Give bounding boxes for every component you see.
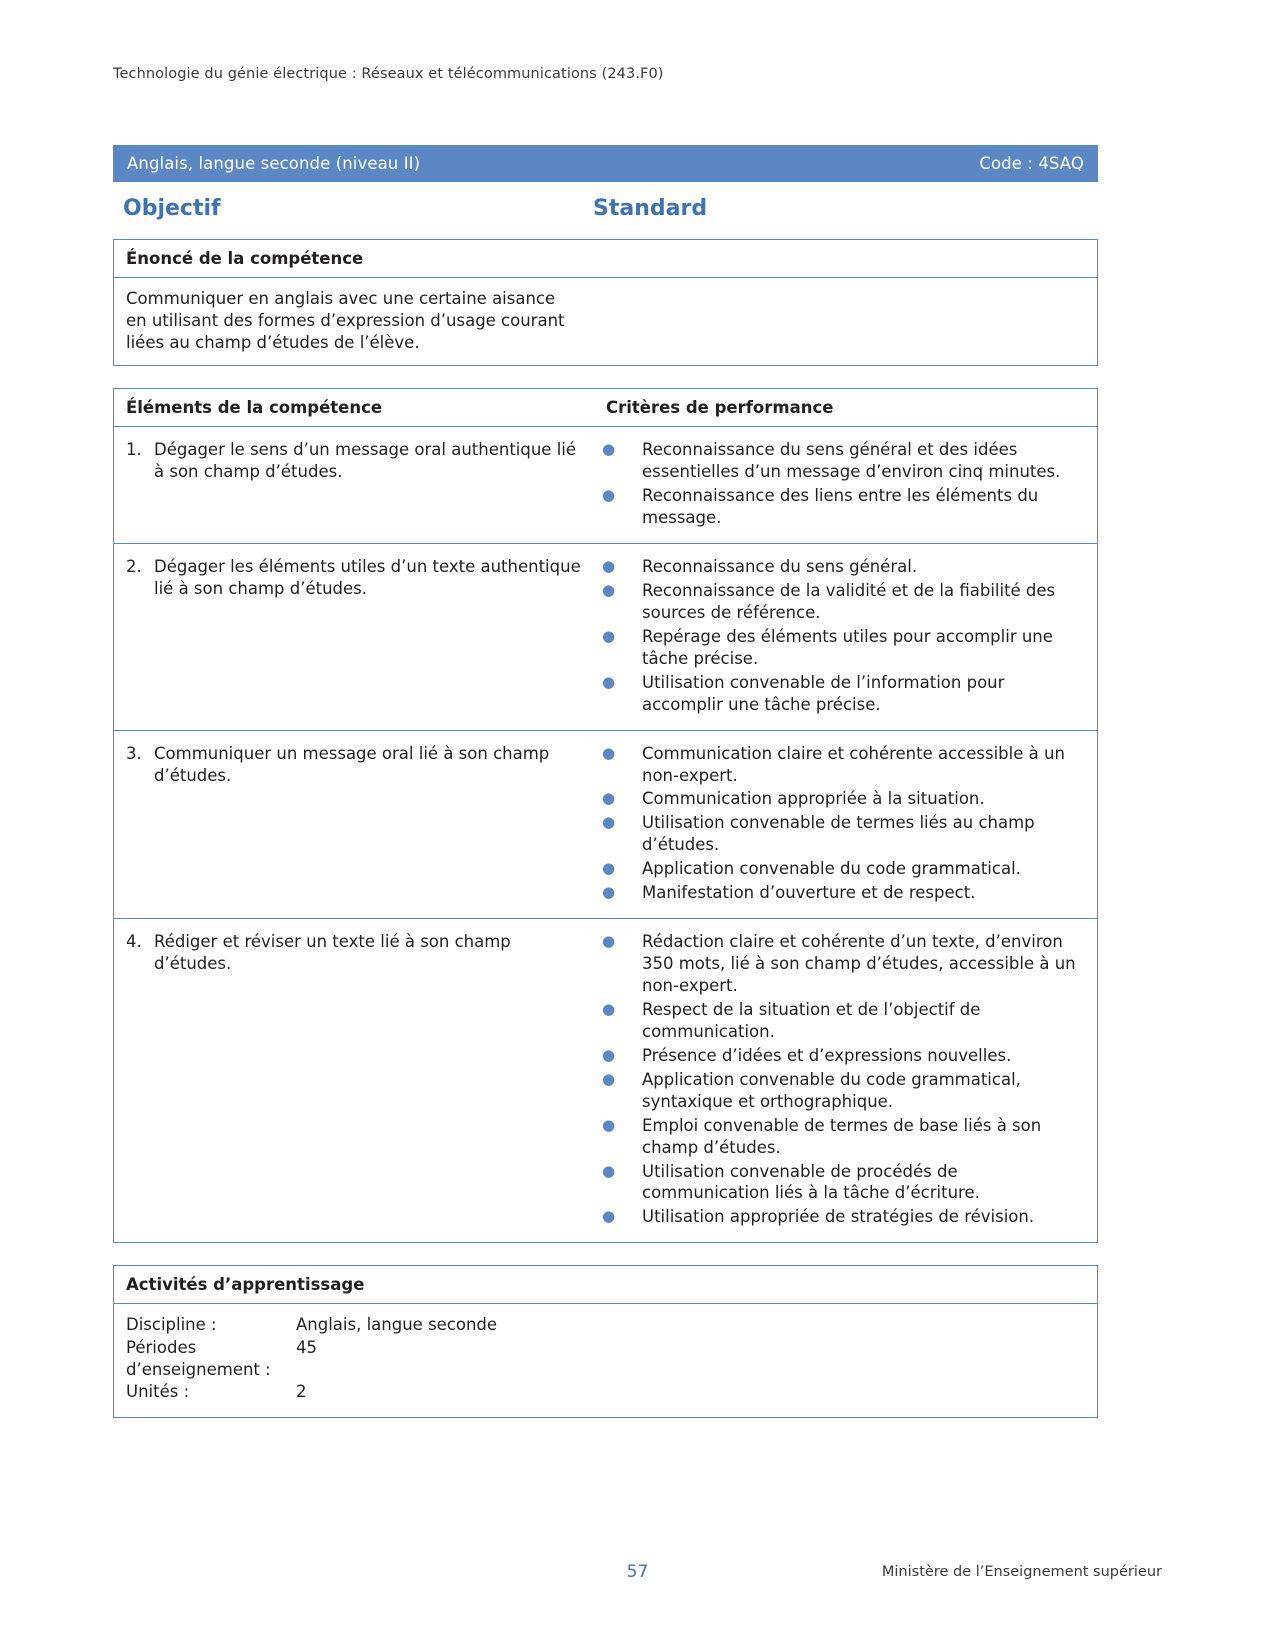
page-number: 57 [626, 1562, 649, 1582]
element-text: Dégager le sens d’un message oral authentique lié à son champ d’études. [154, 440, 577, 482]
criterion-text: Application convenable du code grammatical, syntaxique et orthographique. [642, 1069, 1021, 1111]
criterion-text: Application convenable du code grammatical. [642, 859, 1021, 879]
activity-row [126, 1381, 1085, 1403]
criterion-text: Reconnaissance de la validité et de la fiabilité des sources de référence. [642, 580, 1056, 622]
criterion-item [594, 1045, 1085, 1067]
element-number: 1. [126, 440, 142, 460]
bullet-icon: ● [602, 1069, 616, 1088]
criterion-text: Utilisation appropriée de stratégies de révision. [642, 1207, 1035, 1227]
criterion-text: Manifestation d’ouverture et de respect. [642, 883, 976, 903]
element-text: Rédiger et réviser un texte lié à son champ d’études. [154, 932, 511, 974]
course-title: Anglais, langue seconde (niveau II) [127, 154, 421, 173]
running-header: Technologie du génie électrique : Réseaux et télécommunications (243.F0) [113, 66, 664, 82]
bullet-icon: ● [602, 789, 616, 808]
bullet-icon: ● [602, 626, 616, 645]
criterion-text: Utilisation convenable de procédés de communication liés à la tâche d’écriture. [642, 1161, 980, 1203]
learning-activities-body [114, 1304, 1097, 1417]
competence-elements-table [113, 388, 1098, 1243]
criteria-cell [594, 427, 1097, 543]
criterion-item [594, 882, 1085, 904]
standard-heading: Standard [593, 196, 708, 221]
activity-label: Unités : [126, 1382, 190, 1402]
activity-value: Anglais, langue seconde [296, 1315, 498, 1335]
criteria-cell [594, 731, 1097, 919]
criterion-item [594, 931, 1085, 997]
statement-line: liées au champ d’études de l’élève. [126, 332, 420, 352]
criterion-item [594, 788, 1085, 810]
bullet-icon: ● [602, 813, 616, 832]
bullet-icon: ● [602, 859, 616, 878]
activity-label: Discipline : [126, 1315, 217, 1335]
criteria-cell [594, 544, 1097, 730]
table-header-criteria: Critères de performance [606, 398, 834, 418]
learning-activities-block [113, 1265, 1098, 1418]
criterion-item [594, 626, 1085, 670]
bullet-icon: ● [602, 672, 616, 691]
criterion-text: Reconnaissance du sens général. [642, 557, 918, 577]
page-content [113, 145, 1098, 1440]
bullet-icon: ● [602, 1207, 616, 1226]
element-cell [114, 919, 594, 1242]
table-row [114, 427, 1097, 544]
table-row [114, 731, 1097, 920]
criterion-item [594, 812, 1085, 856]
criterion-item [594, 858, 1085, 880]
bullet-icon: ● [602, 557, 616, 576]
activity-row [126, 1314, 1085, 1336]
element-number: 2. [126, 557, 142, 577]
criteria-cell [594, 919, 1097, 1242]
bullet-icon: ● [602, 1045, 616, 1064]
criterion-text: Reconnaissance des liens entre les éléments du message. [642, 486, 1039, 528]
criterion-text: Emploi convenable de termes de base liés à son champ d’études. [642, 1115, 1042, 1157]
criterion-text: Reconnaissance du sens général et des idées essentielles d’un message d’environ cinq minutes. [642, 440, 1061, 482]
criterion-item [594, 580, 1085, 624]
bullet-icon: ● [602, 743, 616, 762]
bullet-icon: ● [602, 932, 616, 951]
criterion-text: Utilisation convenable de l’information pour accomplir une tâche précise. [642, 672, 1005, 714]
activity-label: Périodes d’enseignement : [126, 1337, 271, 1379]
element-text: Communiquer un message oral lié à son champ d’études. [154, 743, 550, 785]
element-cell [114, 544, 594, 730]
criterion-item [594, 672, 1085, 716]
criterion-text: Respect de la situation et de l’objectif de communication. [642, 999, 981, 1041]
bullet-icon: ● [602, 883, 616, 902]
table-row [114, 544, 1097, 731]
criterion-text: Rédaction claire et cohérente d’un texte, d’environ 350 mots, lié à son champ d’études, accessible à un non-expert. [642, 932, 1076, 996]
element-cell [114, 427, 594, 543]
element-number: 3. [126, 743, 142, 763]
bullet-icon: ● [602, 999, 616, 1018]
criterion-item [594, 999, 1085, 1043]
column-headings [113, 196, 1098, 221]
criterion-text: Repérage des éléments utiles pour accomplir une tâche précise. [642, 626, 1053, 668]
competence-statement-body [114, 278, 1097, 365]
criterion-item [594, 1069, 1085, 1113]
competence-statement-block [113, 239, 1098, 366]
learning-activities-heading: Activités d’apprentissage [114, 1266, 1097, 1304]
criterion-item [594, 743, 1085, 787]
table-row [114, 919, 1097, 1242]
criterion-text: Communication claire et cohérente accessible à un non-expert. [642, 743, 1065, 785]
element-number: 4. [126, 932, 142, 952]
criterion-item [594, 439, 1085, 483]
element-text: Dégager les éléments utiles d’un texte authentique lié à son champ d’études. [154, 557, 581, 598]
statement-line: en utilisant des formes d’expression d’usage courant [126, 310, 565, 330]
table-header-elements: Éléments de la compétence [126, 398, 383, 418]
activity-row [126, 1337, 1085, 1382]
bullet-icon: ● [602, 580, 616, 599]
bullet-icon: ● [602, 486, 616, 505]
bullet-icon: ● [602, 1115, 616, 1134]
competence-statement-heading: Énoncé de la compétence [114, 240, 1097, 278]
criterion-text: Utilisation convenable de termes liés au champ d’études. [642, 813, 1035, 855]
criterion-item [594, 1206, 1085, 1228]
criterion-text: Présence d’idées et d’expressions nouvelles. [642, 1045, 1012, 1065]
table-header-row [114, 389, 1097, 427]
course-code: Code : 4SAQ [979, 154, 1084, 173]
criterion-item [594, 485, 1085, 529]
criterion-text: Communication appropriée à la situation. [642, 789, 985, 809]
criterion-item [594, 1161, 1085, 1205]
criterion-item [594, 556, 1085, 578]
activity-value: 45 [296, 1337, 317, 1357]
bullet-icon: ● [602, 440, 616, 459]
element-cell [114, 731, 594, 919]
objectif-heading: Objectif [123, 196, 221, 221]
criterion-item [594, 1115, 1085, 1159]
bullet-icon: ● [602, 1161, 616, 1180]
activity-value: 2 [296, 1382, 307, 1402]
statement-line: Communiquer en anglais avec une certaine aisance [126, 289, 556, 308]
course-banner [113, 145, 1098, 182]
footer-ministry: Ministère de l’Enseignement supérieur [881, 1564, 1162, 1580]
